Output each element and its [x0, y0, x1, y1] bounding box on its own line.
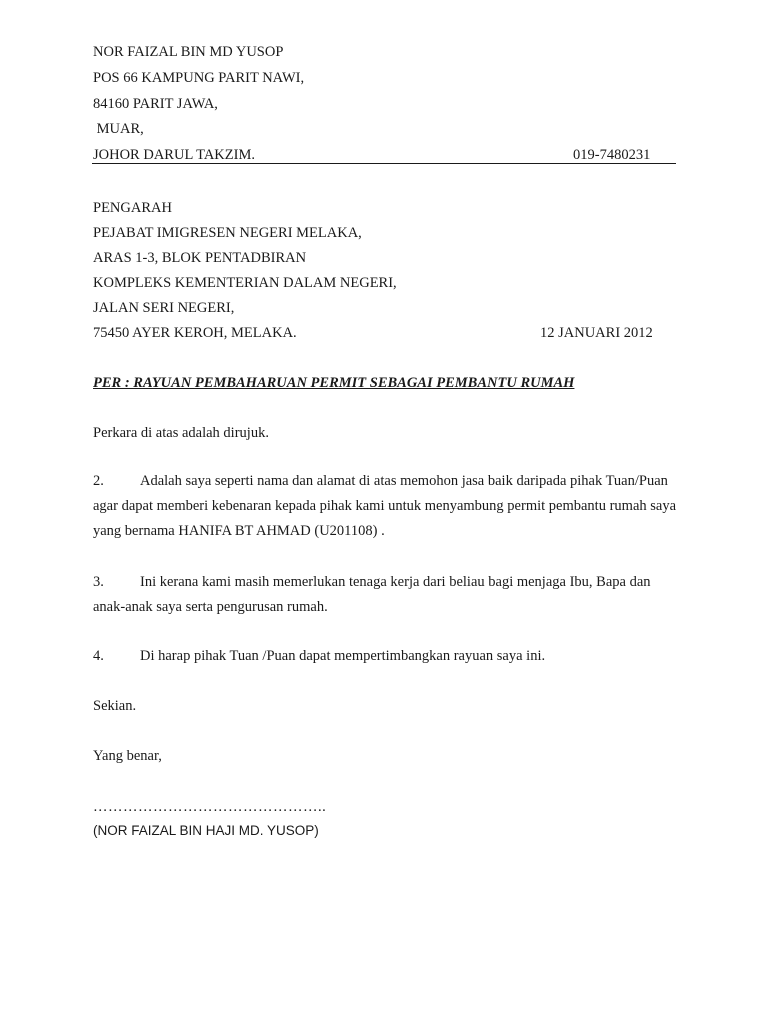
sender-address-line-2: 84160 PARIT JAWA, [93, 96, 218, 112]
recipient-line-3: KOMPLEKS KEMENTERIAN DALAM NEGERI, [93, 275, 397, 291]
header-divider [92, 163, 676, 164]
letter-date: 12 JANUARI 2012 [540, 325, 653, 341]
recipient-line-1: PEJABAT IMIGRESEN NEGERI MELAKA, [93, 225, 362, 241]
subject-line: PER : RAYUAN PEMBAHARUAN PERMIT SEBAGAI PEMBANTU RUMAH [93, 375, 575, 391]
closing-yang-benar: Yang benar, [93, 748, 162, 764]
sender-address-line-1: POS 66 KAMPUNG PARIT NAWI, [93, 70, 305, 86]
sender-address-line-3: MUAR, [93, 121, 144, 137]
signature-line: ……………………………………….. [93, 799, 327, 815]
paragraph-2 [93, 469, 683, 544]
signatory-name: (NOR FAIZAL BIN HAJI MD. YUSOP) [93, 823, 319, 838]
paragraph-4 [93, 644, 683, 669]
sender-address-line-4: JOHOR DARUL TAKZIM. [93, 147, 255, 163]
closing-sekian: Sekian. [93, 698, 137, 714]
paragraph-3-number: 3. [93, 574, 104, 590]
paragraph-2-text: Adalah saya seperti nama dan alamat di atas memohon jasa baik daripada pihak Tuan/Puan agar dapat memberi kebenaran kepada pihak kami untuk menyambung permit pembantu rumah saya yang bernama HANIFA BT AHMAD (U201108) . [93, 473, 677, 539]
sender-name: NOR FAIZAL BIN MD YUSOP [93, 44, 284, 60]
paragraph-4-text: Di harap pihak Tuan /Puan dapat mempertimbangkan rayuan saya ini. [140, 648, 546, 664]
sender-phone: 019-7480231 [573, 147, 651, 163]
recipient-line-4: JALAN SERI NEGERI, [93, 300, 235, 316]
recipient-title: PENGARAH [93, 200, 172, 216]
paragraph-4-number: 4. [93, 648, 104, 664]
paragraph-2-number: 2. [93, 473, 104, 489]
intro-paragraph: Perkara di atas adalah dirujuk. [93, 425, 269, 441]
paragraph-3-text: Ini kerana kami masih memerlukan tenaga kerja dari beliau bagi menjaga Ibu, Bapa dan anak-anak saya serta pengurusan rumah. [93, 574, 651, 615]
recipient-line-5: 75450 AYER KEROH, MELAKA. [93, 325, 297, 341]
recipient-line-2: ARAS 1-3, BLOK PENTADBIRAN [93, 250, 307, 266]
paragraph-3 [93, 570, 683, 620]
